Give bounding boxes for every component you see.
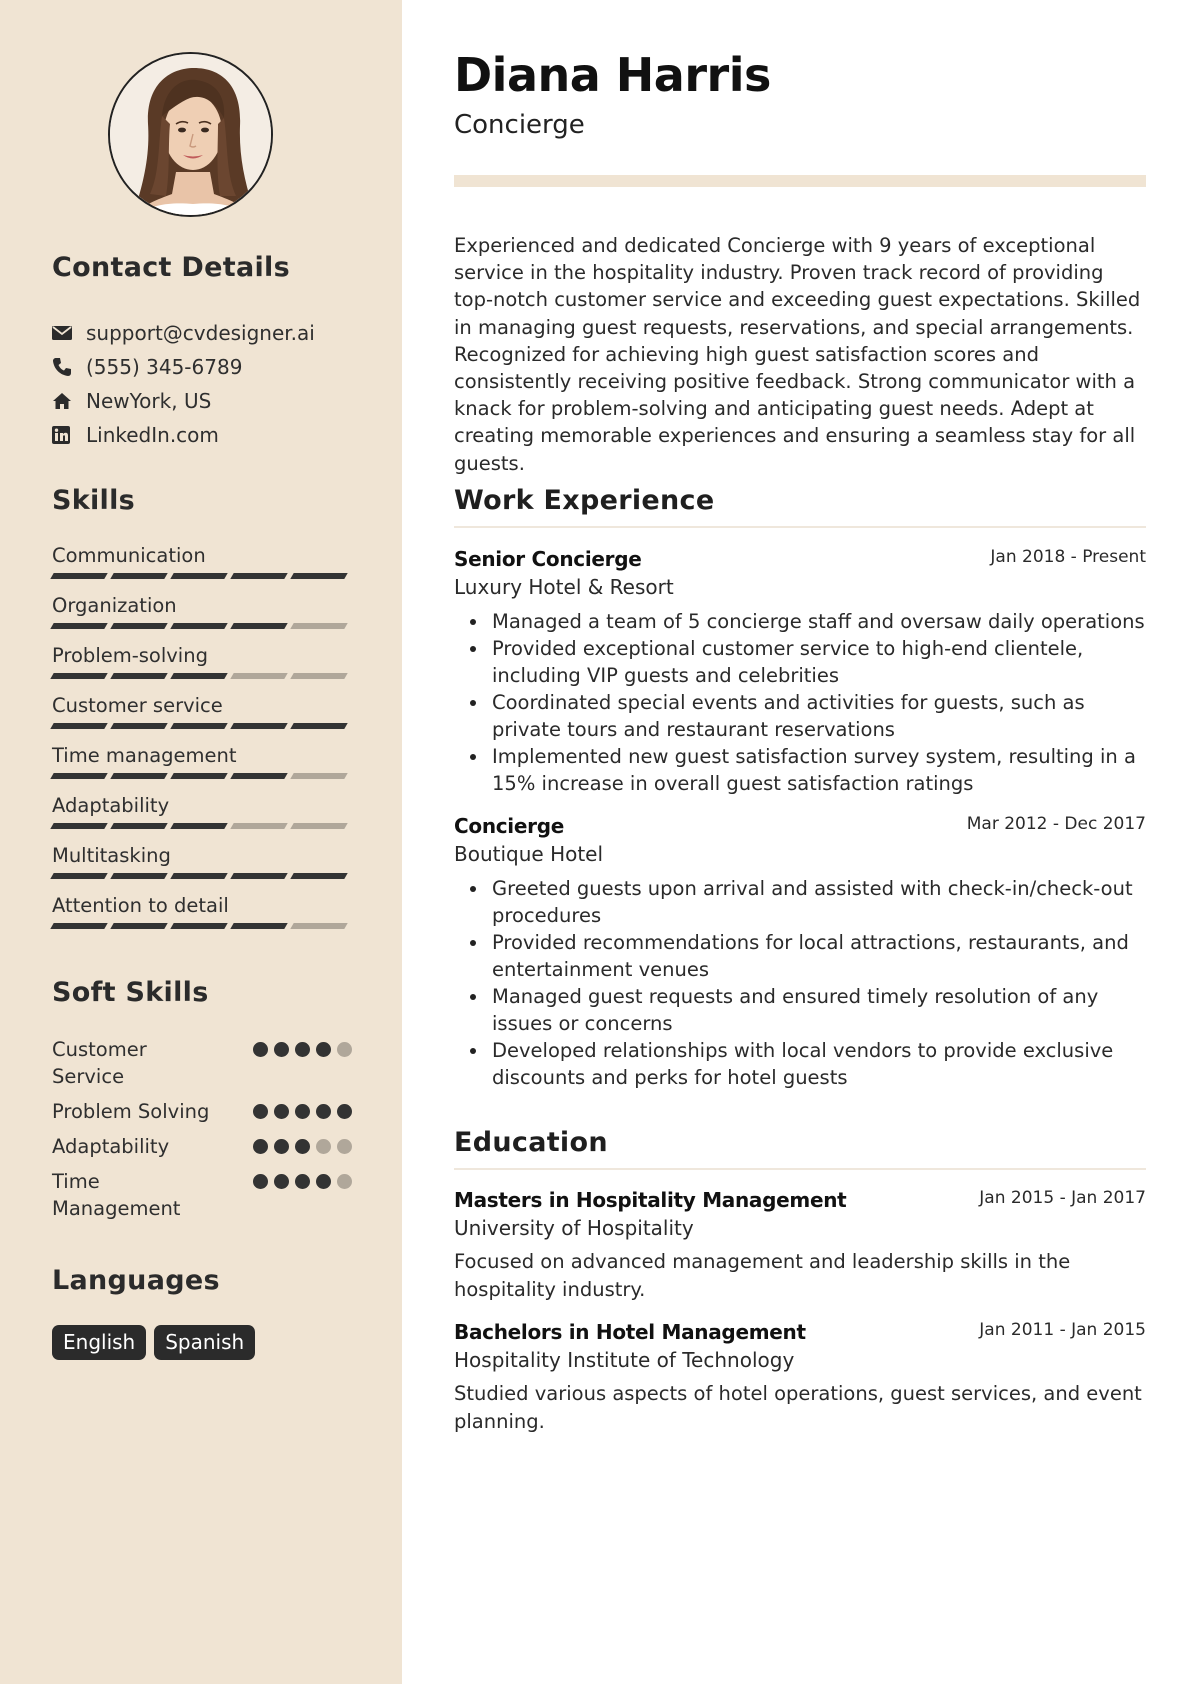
skill-segment-filled: [50, 573, 107, 579]
languages-title: Languages: [52, 1265, 220, 1296]
job-bullet: Provided exceptional customer service to high-end clientele, including VIP guests and celebrities: [454, 635, 1146, 689]
rating-dot-empty: [337, 1174, 352, 1189]
rating-dot-filled: [295, 1139, 310, 1154]
skill-level-bar: [52, 623, 352, 629]
job-date: Mar 2012 - Dec 2017: [966, 814, 1146, 834]
skill-segment-filled: [110, 773, 167, 779]
skill-segment-empty: [290, 923, 347, 929]
skill-segment-filled: [50, 723, 107, 729]
rating-dot-empty: [337, 1042, 352, 1057]
skill-name: Organization: [52, 594, 177, 617]
soft-skill-row: [52, 1098, 352, 1125]
languages-section: [52, 1265, 352, 1296]
job-bullet: Greeted guests upon arrival and assisted with check-in/check-out procedures: [454, 875, 1146, 929]
skill-segment-filled: [50, 823, 107, 829]
skill-row: [52, 742, 352, 792]
job-title: Concierge: [454, 814, 564, 838]
skill-segment-filled: [230, 773, 287, 779]
skill-segment-filled: [230, 723, 287, 729]
skill-segment-filled: [230, 873, 287, 879]
skill-segment-filled: [50, 673, 107, 679]
skill-level-bar: [52, 773, 352, 779]
soft-skill-row: [52, 1168, 352, 1222]
skill-segment-filled: [290, 873, 347, 879]
skill-segment-filled: [170, 723, 227, 729]
skill-segment-filled: [170, 623, 227, 629]
skill-name: Adaptability: [52, 794, 170, 817]
job-bullet: Developed relationships with local vendors to provide exclusive discounts and perks for hotel guests: [454, 1037, 1146, 1091]
contact-title: Contact Details: [52, 252, 290, 283]
education-entry: [454, 1186, 1146, 1304]
rating-dot-filled: [274, 1139, 289, 1154]
rating-dot-filled: [253, 1174, 268, 1189]
soft-skills-title: Soft Skills: [52, 977, 209, 1008]
skill-segment-empty: [290, 773, 347, 779]
skill-level-bar: [52, 873, 352, 879]
skill-segment-filled: [170, 773, 227, 779]
education-entry: [454, 1318, 1146, 1436]
soft-skill-name: Customer Service: [52, 1038, 147, 1088]
degree-description: Focused on advanced management and leadership skills in the hospitality industry.: [454, 1250, 1071, 1301]
phone-icon: [52, 357, 76, 377]
skill-segment-filled: [110, 673, 167, 679]
skill-level-bar: [52, 673, 352, 679]
skill-segment-filled: [50, 923, 107, 929]
contact-location-text: NewYork, US: [86, 389, 212, 413]
soft-skill-rating: [253, 1104, 352, 1119]
contact-email-text: support@cvdesigner.ai: [86, 321, 315, 345]
job-bullet: Managed a team of 5 concierge staff and oversaw daily operations: [454, 608, 1146, 635]
skill-segment-filled: [230, 623, 287, 629]
skill-segment-empty: [290, 673, 347, 679]
skill-level-bar: [52, 923, 352, 929]
rating-dot-filled: [274, 1104, 289, 1119]
skill-segment-filled: [50, 623, 107, 629]
education-title: Education: [454, 1127, 1146, 1170]
skills-list: [52, 542, 352, 942]
job-bullet: Provided recommendations for local attractions, restaurants, and entertainment venues: [454, 929, 1146, 983]
header-divider: [454, 175, 1146, 187]
contact-location: [52, 384, 382, 418]
job-date: Jan 2018 - Present: [990, 547, 1146, 567]
soft-skill-row: [52, 1036, 352, 1090]
skill-name: Problem-solving: [52, 644, 208, 667]
job-bullets: [454, 608, 1146, 797]
job-bullet: Managed guest requests and ensured timely resolution of any issues or concerns: [454, 983, 1146, 1037]
skill-segment-filled: [50, 873, 107, 879]
skill-segment-filled: [170, 573, 227, 579]
language-badge: Spanish: [154, 1325, 255, 1360]
skill-segment-filled: [110, 573, 167, 579]
profile-summary: Experienced and dedicated Concierge with 9 years of exceptional service in the hospitality industry. Proven track record of providing top-notch customer service and exceeding guest expectations. Skilled in managing guest requests, reservations, and special arrangements. Recognized for achieving high guest satisfaction scores and consistently receiving positive feedback. Strong communicator with a knack for problem-solving and anticipating guest needs. Adept at creating memorable experiences and ensuring a seamless stay for all guests.: [454, 234, 1141, 475]
skill-segment-empty: [290, 623, 347, 629]
skill-segment-empty: [230, 823, 287, 829]
degree-school: Hospitality Institute of Technology: [454, 1348, 795, 1372]
skill-level-bar: [52, 573, 352, 579]
work-entry: [454, 545, 1146, 797]
contact-section: [52, 252, 352, 283]
skill-segment-filled: [290, 723, 347, 729]
degree-date: Jan 2011 - Jan 2015: [979, 1320, 1146, 1340]
soft-skill-name: Problem Solving: [52, 1100, 210, 1123]
skill-name: Time management: [52, 744, 237, 767]
skill-row: [52, 842, 352, 892]
skill-segment-empty: [290, 823, 347, 829]
skill-row: [52, 792, 352, 842]
contact-list: [52, 316, 382, 452]
skill-segment-filled: [110, 723, 167, 729]
rating-dot-filled: [337, 1104, 352, 1119]
rating-dot-filled: [253, 1139, 268, 1154]
skill-segment-filled: [110, 873, 167, 879]
candidate-role: Concierge: [454, 110, 585, 140]
rating-dot-filled: [253, 1104, 268, 1119]
job-title: Senior Concierge: [454, 547, 642, 571]
languages-list: [52, 1325, 255, 1360]
sidebar: [0, 0, 402, 1684]
candidate-name: Diana Harris: [454, 48, 771, 102]
skills-section: [52, 485, 352, 516]
soft-skills-section: [52, 977, 352, 1008]
rating-dot-filled: [274, 1174, 289, 1189]
rating-dot-filled: [316, 1174, 331, 1189]
soft-skill-name: Adaptability: [52, 1135, 170, 1158]
rating-dot-filled: [253, 1042, 268, 1057]
rating-dot-filled: [295, 1042, 310, 1057]
skill-row: [52, 642, 352, 692]
rating-dot-empty: [316, 1139, 331, 1154]
degree-school: University of Hospitality: [454, 1216, 694, 1240]
skill-segment-filled: [170, 823, 227, 829]
skills-title: Skills: [52, 485, 136, 516]
contact-phone-text: (555) 345-6789: [86, 355, 243, 379]
skill-level-bar: [52, 723, 352, 729]
rating-dot-filled: [295, 1104, 310, 1119]
skill-row: [52, 542, 352, 592]
contact-linkedin[interactable]: [52, 418, 382, 452]
rating-dot-filled: [316, 1104, 331, 1119]
soft-skills-list: [52, 1036, 352, 1230]
job-bullets: [454, 875, 1146, 1091]
degree-description: Studied various aspects of hotel operations, guest services, and event planning.: [454, 1382, 1142, 1433]
linkedin-icon: [52, 425, 76, 445]
degree-title: Masters in Hospitality Management: [454, 1188, 847, 1212]
rating-dot-empty: [337, 1139, 352, 1154]
soft-skill-row: [52, 1133, 352, 1160]
envelope-icon: [52, 323, 76, 343]
skill-segment-filled: [110, 823, 167, 829]
rating-dot-filled: [274, 1042, 289, 1057]
skill-segment-filled: [50, 773, 107, 779]
skill-segment-empty: [230, 673, 287, 679]
job-company: Luxury Hotel & Resort: [454, 575, 674, 599]
skill-name: Multitasking: [52, 844, 171, 867]
skill-segment-filled: [230, 573, 287, 579]
skill-row: [52, 692, 352, 742]
skill-name: Attention to detail: [52, 894, 229, 917]
rating-dot-filled: [316, 1042, 331, 1057]
rating-dot-filled: [295, 1174, 310, 1189]
contact-phone[interactable]: [52, 350, 382, 384]
skill-segment-filled: [170, 873, 227, 879]
home-icon: [52, 391, 76, 411]
job-bullet: Implemented new guest satisfaction survey system, resulting in a 15% increase in overall guest satisfaction ratings: [454, 743, 1146, 797]
job-company: Boutique Hotel: [454, 842, 604, 866]
contact-linkedin-text: LinkedIn.com: [86, 423, 219, 447]
skill-segment-filled: [290, 573, 347, 579]
skill-segment-filled: [110, 623, 167, 629]
skill-segment-filled: [110, 923, 167, 929]
work-experience-title: Work Experience: [454, 485, 1146, 528]
degree-title: Bachelors in Hotel Management: [454, 1320, 806, 1344]
job-bullet: Coordinated special events and activities for guests, such as private tours and restaurant reservations: [454, 689, 1146, 743]
soft-skill-rating: [253, 1139, 352, 1154]
skill-row: [52, 892, 352, 942]
skill-segment-filled: [230, 923, 287, 929]
degree-date: Jan 2015 - Jan 2017: [979, 1188, 1146, 1208]
soft-skill-rating: [253, 1042, 352, 1057]
soft-skill-name: Time Management: [52, 1170, 181, 1220]
skill-name: Communication: [52, 544, 206, 567]
language-badge: English: [52, 1325, 146, 1360]
soft-skill-rating: [253, 1174, 352, 1189]
skill-segment-filled: [170, 923, 227, 929]
skill-segment-filled: [170, 673, 227, 679]
skill-level-bar: [52, 823, 352, 829]
skill-row: [52, 592, 352, 642]
profile-photo: [108, 52, 273, 217]
contact-email[interactable]: [52, 316, 382, 350]
work-entry: [454, 812, 1146, 1091]
skill-name: Customer service: [52, 694, 223, 717]
